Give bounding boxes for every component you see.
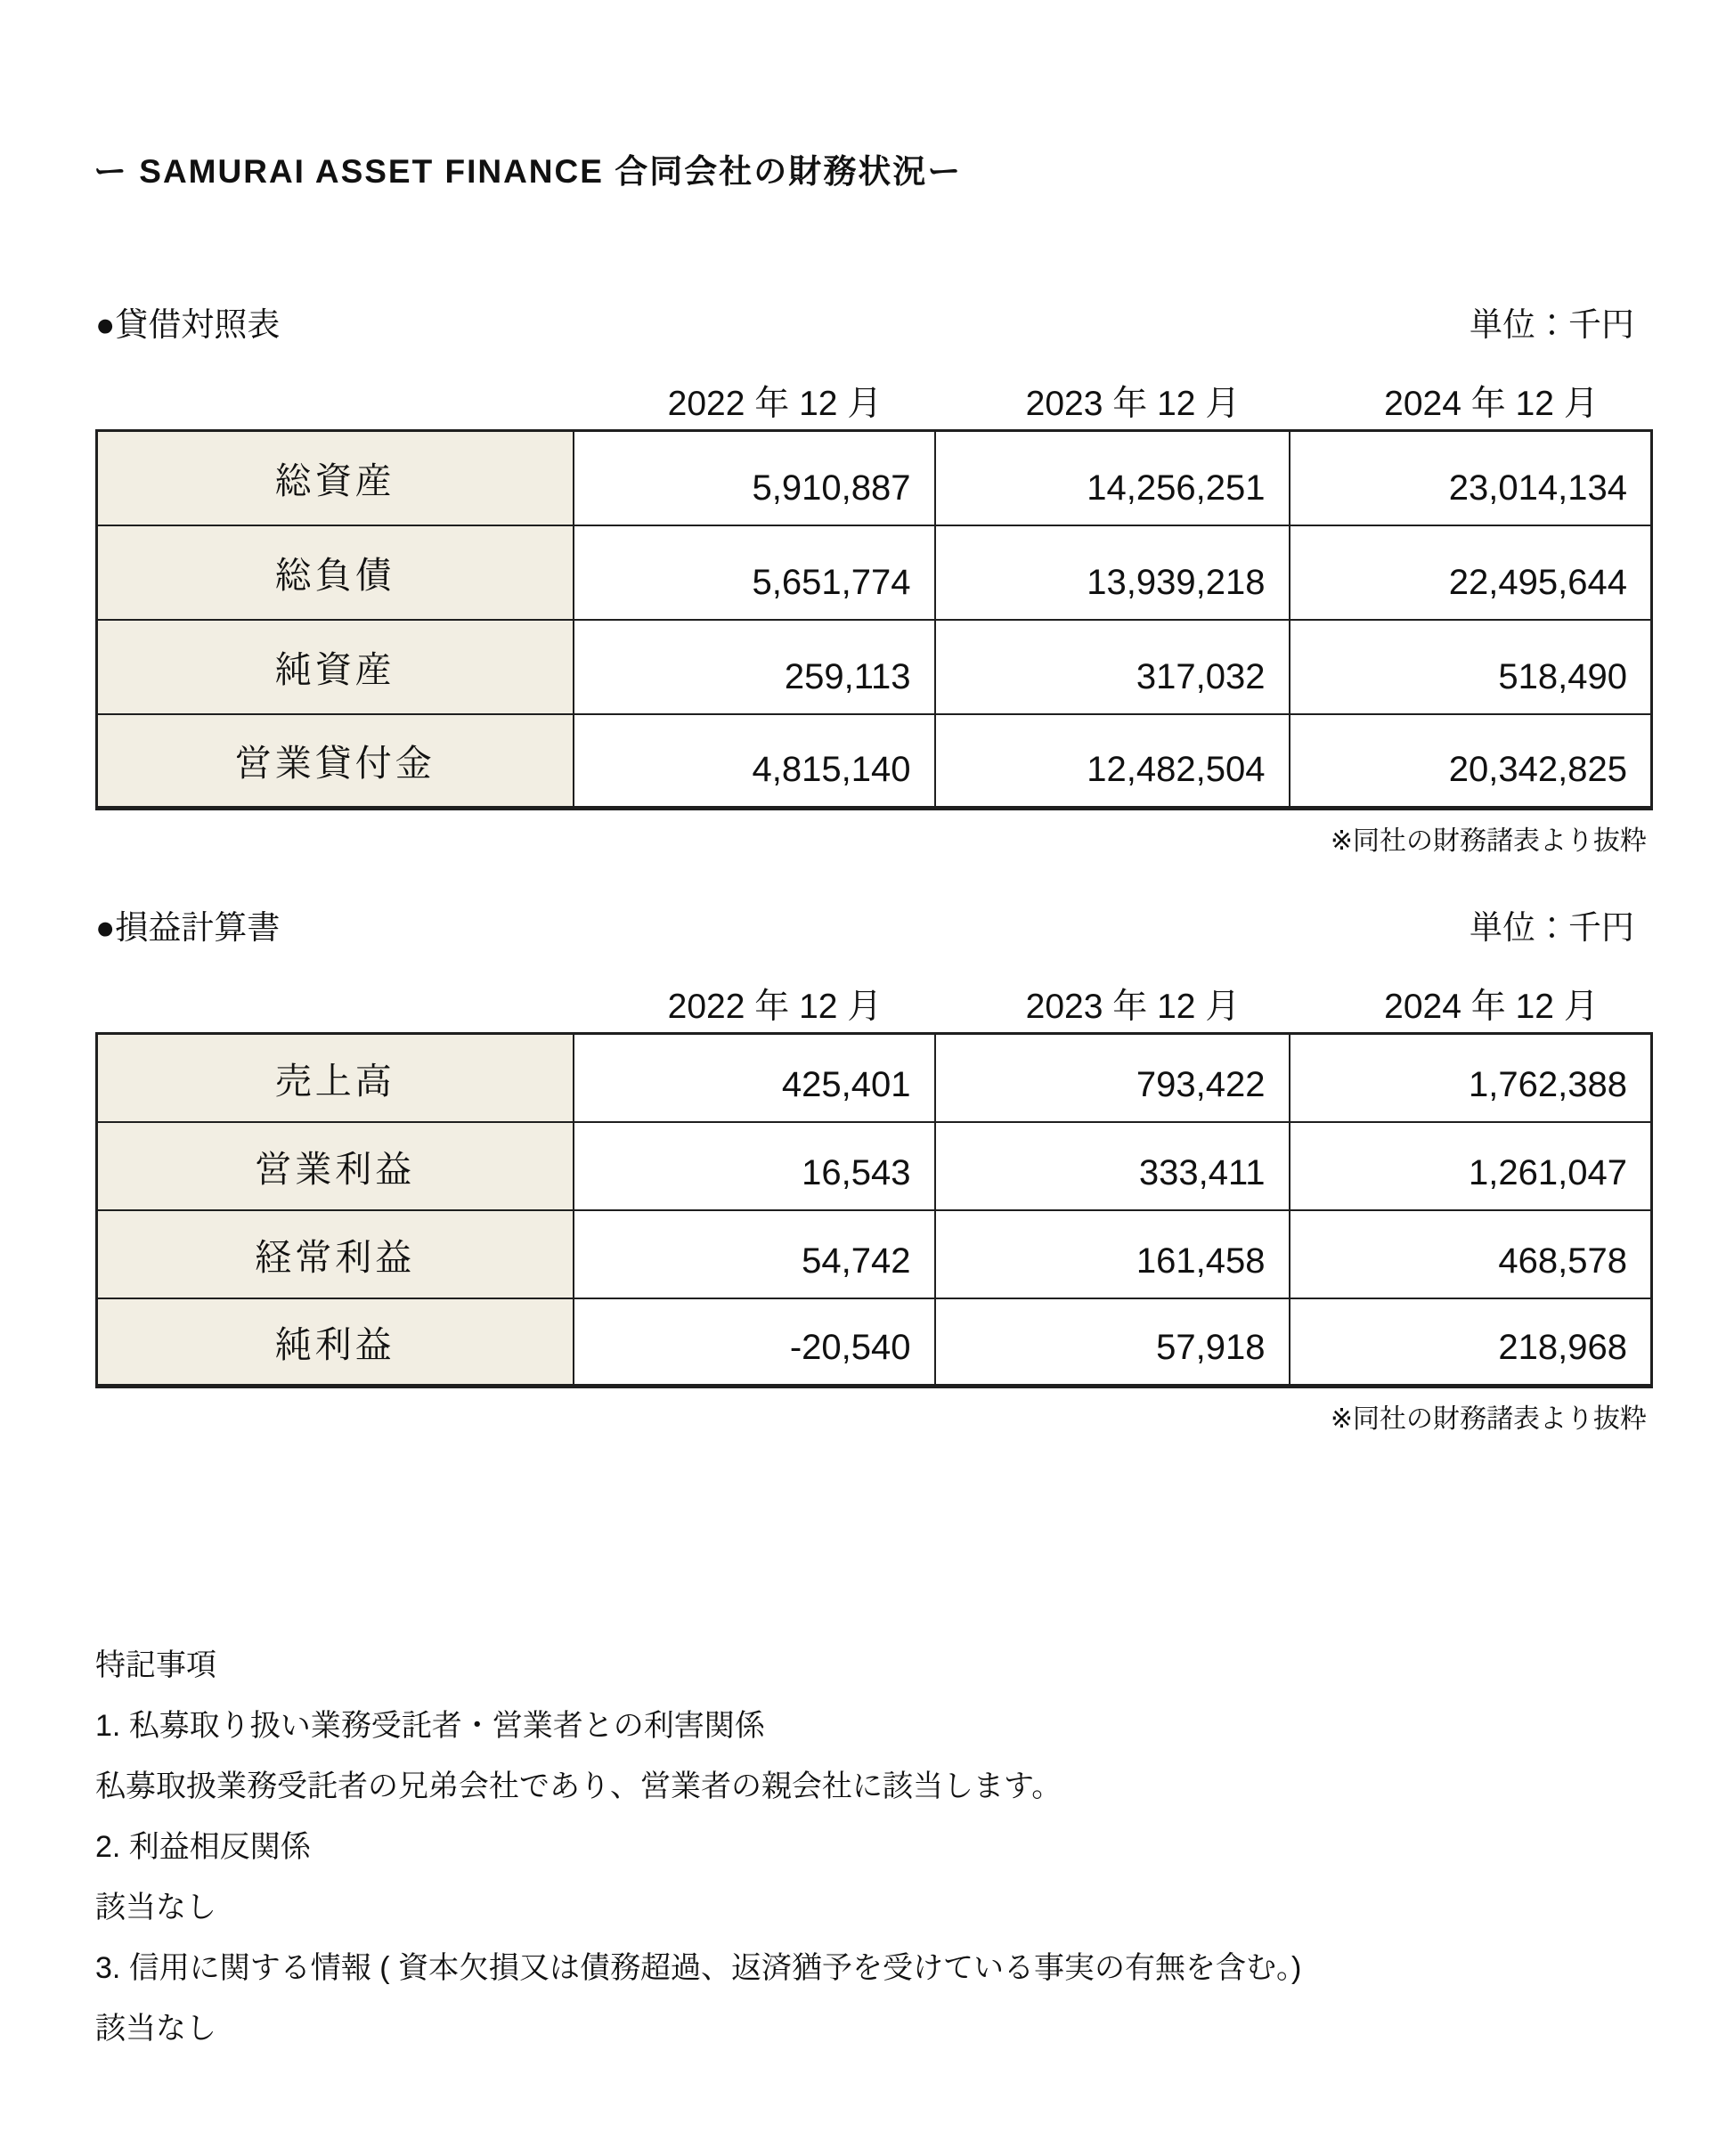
column-header-2024-12: 2024 年 12 月 xyxy=(1384,988,1599,1026)
cell-net-profit-2024: 218,968 xyxy=(1290,1298,1652,1387)
cell-ordinary-profit-2022: 54,742 xyxy=(574,1210,935,1298)
income-statement-heading: ●損益計算書 xyxy=(95,909,281,946)
income-statement-unit-label: 単位：千円 xyxy=(1470,909,1634,946)
note-line-credit-information: 3. 信用に関する情報 ( 資本欠損又は債務超過、返済猶予を受けている事実の有無を含む。) xyxy=(95,1951,1302,1985)
cell-operating-loans-2023: 12,482,504 xyxy=(935,714,1290,809)
income-statement-table xyxy=(95,1032,1653,1388)
balance-sheet-column-headers xyxy=(95,385,1650,424)
cell-ordinary-profit-2024: 468,578 xyxy=(1290,1210,1652,1298)
column-header-2022-12: 2022 年 12 月 xyxy=(667,385,883,423)
cell-net-profit-2023: 57,918 xyxy=(935,1298,1290,1387)
note-line-interest-relationship-detail: 私募取扱業務受託者の兄弟会社であり、営業者の親会社に該当します。 xyxy=(95,1770,1062,1803)
cell-total-liabilities-2023: 13,939,218 xyxy=(935,525,1290,620)
balance-sheet-table xyxy=(95,429,1653,810)
cell-operating-profit-2023: 333,411 xyxy=(935,1122,1290,1210)
table-row-net-assets xyxy=(97,620,1652,714)
cell-total-liabilities-2024: 22,495,644 xyxy=(1290,525,1652,620)
column-header-2023-12: 2023 年 12 月 xyxy=(1025,988,1241,1026)
cell-operating-profit-2022: 16,543 xyxy=(574,1122,935,1210)
cell-total-assets-2022: 5,910,887 xyxy=(574,431,935,525)
special-notes-section xyxy=(95,1635,1663,2059)
balance-sheet-section xyxy=(95,306,1650,858)
table-row-total-assets xyxy=(97,431,1652,525)
balance-sheet-source-footnote: ※同社の財務諸表より抜粋 xyxy=(1330,826,1647,856)
notes-heading: 特記事項 xyxy=(95,1648,216,1682)
cell-revenue-2022: 425,401 xyxy=(574,1034,935,1122)
table-row-operating-profit xyxy=(97,1122,1652,1210)
row-label-total-liabilities: 総負債 xyxy=(97,525,574,620)
cell-operating-loans-2022: 4,815,140 xyxy=(574,714,935,809)
balance-sheet-unit-label: 単位：千円 xyxy=(1470,306,1634,343)
cell-revenue-2024: 1,762,388 xyxy=(1290,1034,1652,1122)
row-label-total-assets: 総資産 xyxy=(97,431,574,525)
column-header-2024-12: 2024 年 12 月 xyxy=(1384,385,1599,423)
note-line-conflict-of-interest: 2. 利益相反関係 xyxy=(95,1830,311,1864)
cell-net-assets-2022: 259,113 xyxy=(574,620,935,714)
note-line-credit-none: 該当なし xyxy=(95,2012,216,2046)
income-statement-section xyxy=(95,909,1650,1436)
column-header-spacer xyxy=(95,385,572,424)
cell-operating-loans-2024: 20,342,825 xyxy=(1290,714,1652,809)
cell-net-assets-2024: 518,490 xyxy=(1290,620,1652,714)
table-row-operating-loans xyxy=(97,714,1652,809)
cell-total-assets-2023: 14,256,251 xyxy=(935,431,1290,525)
table-row-ordinary-profit xyxy=(97,1210,1652,1298)
cell-net-profit-2022: -20,540 xyxy=(574,1298,935,1387)
column-header-spacer xyxy=(95,988,572,1027)
balance-sheet-section-head xyxy=(95,306,1650,344)
balance-sheet-heading: ●貸借対照表 xyxy=(95,306,281,343)
table-row-revenue xyxy=(97,1034,1652,1122)
column-header-2023-12: 2023 年 12 月 xyxy=(1025,385,1241,423)
row-label-net-assets: 純資産 xyxy=(97,620,574,714)
table-row-total-liabilities xyxy=(97,525,1652,620)
income-statement-section-head xyxy=(95,909,1650,947)
note-line-interest-relationship: 1. 私募取り扱い業務受託者・営業者との利害関係 xyxy=(95,1709,765,1743)
row-label-operating-profit: 営業利益 xyxy=(97,1122,574,1210)
cell-total-liabilities-2022: 5,651,774 xyxy=(574,525,935,620)
cell-revenue-2023: 793,422 xyxy=(935,1034,1290,1122)
row-label-revenue: 売上高 xyxy=(97,1034,574,1122)
row-label-net-profit: 純利益 xyxy=(97,1298,574,1387)
income-statement-column-headers xyxy=(95,988,1650,1027)
row-label-ordinary-profit: 経常利益 xyxy=(97,1210,574,1298)
cell-total-assets-2024: 23,014,134 xyxy=(1290,431,1652,525)
cell-net-assets-2023: 317,032 xyxy=(935,620,1290,714)
column-header-2022-12: 2022 年 12 月 xyxy=(667,988,883,1026)
income-statement-source-footnote: ※同社の財務諸表より抜粋 xyxy=(1330,1404,1647,1434)
page-title: ー SAMURAI ASSET FINANCE 合同会社の財務状況ー xyxy=(94,153,963,190)
table-row-net-profit xyxy=(97,1298,1652,1387)
row-label-operating-loans: 営業貸付金 xyxy=(97,714,574,809)
cell-ordinary-profit-2023: 161,458 xyxy=(935,1210,1290,1298)
note-line-conflict-none: 該当なし xyxy=(95,1891,216,1924)
cell-operating-profit-2024: 1,261,047 xyxy=(1290,1122,1652,1210)
